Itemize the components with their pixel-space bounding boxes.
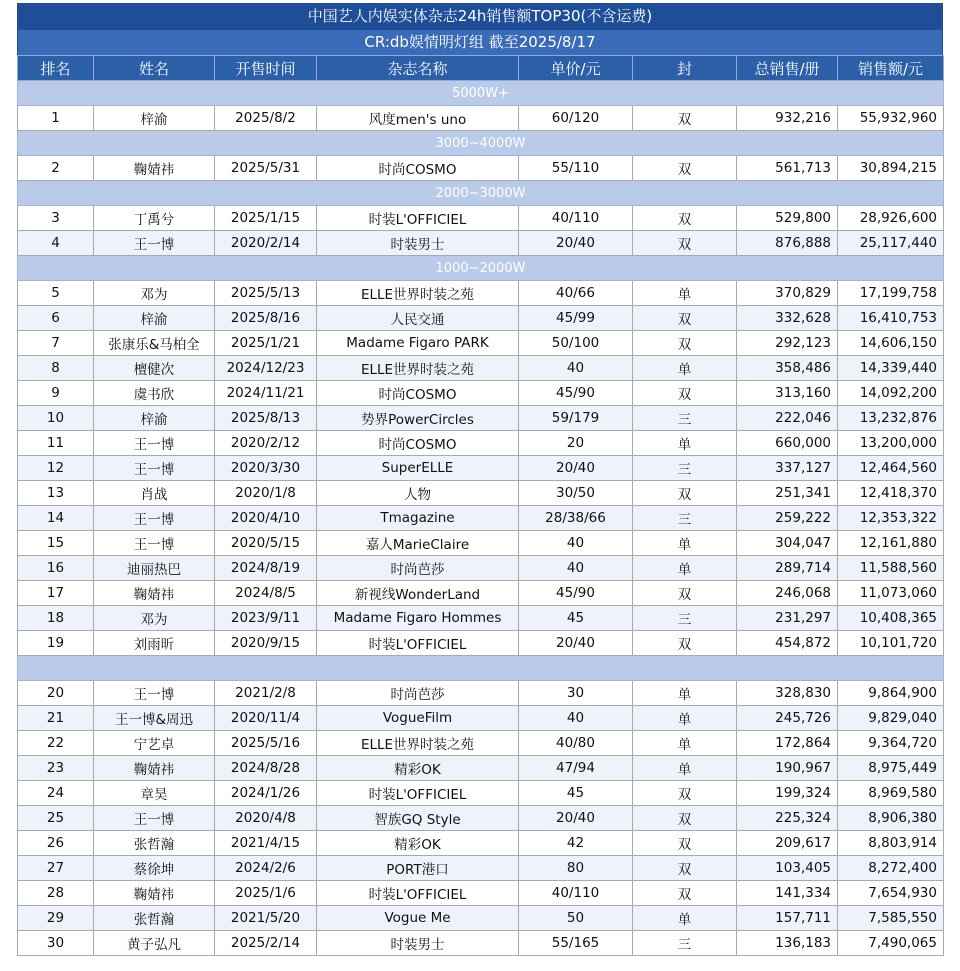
- sold-cell: 251,341: [737, 481, 838, 506]
- name-cell: 邓为: [94, 281, 215, 306]
- price-cell: 59/179: [519, 406, 633, 431]
- table-row: [18, 731, 944, 756]
- date-cell: 2025/5/16: [215, 731, 317, 756]
- name-cell: 宁艺卓: [94, 731, 215, 756]
- date-cell: 2020/4/10: [215, 506, 317, 531]
- cover-cell: 单: [633, 706, 737, 731]
- name-cell: 梓渝: [94, 106, 215, 131]
- revenue-cell: 17,199,758: [838, 281, 944, 306]
- cover-cell: 三: [633, 406, 737, 431]
- revenue-cell: 10,408,365: [838, 606, 944, 631]
- revenue-cell: 7,654,930: [838, 881, 944, 906]
- table-row: [18, 381, 944, 406]
- table-row: [18, 481, 944, 506]
- section-row: [18, 81, 944, 106]
- revenue-cell: 16,410,753: [838, 306, 944, 331]
- rank-cell: 10: [18, 406, 94, 431]
- sold-cell: 245,726: [737, 706, 838, 731]
- revenue-cell: 9,829,040: [838, 706, 944, 731]
- rank-cell: 25: [18, 806, 94, 831]
- table-row: [18, 906, 944, 931]
- column-header-cover: 封: [633, 56, 737, 81]
- table-row: [18, 431, 944, 456]
- revenue-cell: 9,364,720: [838, 731, 944, 756]
- sold-cell: 292,123: [737, 331, 838, 356]
- table-row: [18, 206, 944, 231]
- date-cell: 2020/9/15: [215, 631, 317, 656]
- magazine-cell: 嘉人MarieClaire: [317, 531, 519, 556]
- magazine-cell: SuperELLE: [317, 456, 519, 481]
- magazine-cell: 时装男士: [317, 231, 519, 256]
- rank-cell: 19: [18, 631, 94, 656]
- name-cell: 王一博&周迅: [94, 706, 215, 731]
- revenue-cell: 30,894,215: [838, 156, 944, 181]
- revenue-cell: 8,975,449: [838, 756, 944, 781]
- price-cell: 50/100: [519, 331, 633, 356]
- name-cell: 梓渝: [94, 406, 215, 431]
- magazine-cell: 时装男士: [317, 931, 519, 956]
- sold-cell: 370,829: [737, 281, 838, 306]
- price-cell: 45/90: [519, 581, 633, 606]
- table-row: [18, 581, 944, 606]
- sold-cell: 157,711: [737, 906, 838, 931]
- date-cell: 2020/5/15: [215, 531, 317, 556]
- name-cell: 王一博: [94, 681, 215, 706]
- price-cell: 40: [519, 531, 633, 556]
- name-cell: 张哲瀚: [94, 906, 215, 931]
- cover-cell: 单: [633, 281, 737, 306]
- cover-cell: 双: [633, 781, 737, 806]
- name-cell: 王一博: [94, 456, 215, 481]
- cover-cell: 双: [633, 881, 737, 906]
- date-cell: 2020/2/14: [215, 231, 317, 256]
- sold-cell: 358,486: [737, 356, 838, 381]
- cover-cell: 三: [633, 506, 737, 531]
- rank-cell: 3: [18, 206, 94, 231]
- revenue-cell: 10,101,720: [838, 631, 944, 656]
- rank-cell: 1: [18, 106, 94, 131]
- table-row: [18, 106, 944, 131]
- name-cell: 梓渝: [94, 306, 215, 331]
- sales-table-container: [17, 3, 943, 956]
- table-row: [18, 331, 944, 356]
- cover-cell: 双: [633, 806, 737, 831]
- price-cell: 40: [519, 356, 633, 381]
- price-cell: 40: [519, 706, 633, 731]
- magazine-cell: 精彩OK: [317, 756, 519, 781]
- rank-cell: 15: [18, 531, 94, 556]
- rank-cell: 26: [18, 831, 94, 856]
- cover-cell: 单: [633, 906, 737, 931]
- column-header-sold: 总销售/册: [737, 56, 838, 81]
- sold-cell: 190,967: [737, 756, 838, 781]
- price-cell: 47/94: [519, 756, 633, 781]
- magazine-cell: 时装L'OFFICIEL: [317, 206, 519, 231]
- price-cell: 40: [519, 556, 633, 581]
- rank-cell: 12: [18, 456, 94, 481]
- sold-cell: 337,127: [737, 456, 838, 481]
- rank-cell: 20: [18, 681, 94, 706]
- cover-cell: 双: [633, 206, 737, 231]
- date-cell: 2021/5/20: [215, 906, 317, 931]
- table-row: [18, 506, 944, 531]
- rank-cell: 7: [18, 331, 94, 356]
- table-row: [18, 706, 944, 731]
- magazine-cell: ELLE世界时装之苑: [317, 731, 519, 756]
- sold-cell: 289,714: [737, 556, 838, 581]
- magazine-cell: VogueFilm: [317, 706, 519, 731]
- revenue-cell: 7,585,550: [838, 906, 944, 931]
- magazine-cell: 人物: [317, 481, 519, 506]
- magazine-cell: 势界PowerCircles: [317, 406, 519, 431]
- price-cell: 20/40: [519, 631, 633, 656]
- magazine-cell: Tmagazine: [317, 506, 519, 531]
- column-header-magazine: 杂志名称: [317, 56, 519, 81]
- name-cell: 邓为: [94, 606, 215, 631]
- section-row: [18, 656, 944, 681]
- magazine-cell: ELLE世界时装之苑: [317, 356, 519, 381]
- sold-cell: 454,872: [737, 631, 838, 656]
- column-header-price: 单价/元: [519, 56, 633, 81]
- sold-cell: 209,617: [737, 831, 838, 856]
- date-cell: 2025/1/15: [215, 206, 317, 231]
- name-cell: 黄子弘凡: [94, 931, 215, 956]
- rank-cell: 24: [18, 781, 94, 806]
- date-cell: 2024/8/19: [215, 556, 317, 581]
- sold-cell: 199,324: [737, 781, 838, 806]
- cover-cell: 双: [633, 331, 737, 356]
- rank-cell: 5: [18, 281, 94, 306]
- name-cell: 张哲瀚: [94, 831, 215, 856]
- magazine-cell: Vogue Me: [317, 906, 519, 931]
- header-row: [18, 56, 944, 81]
- date-cell: 2025/5/13: [215, 281, 317, 306]
- sold-cell: 141,334: [737, 881, 838, 906]
- cover-cell: 单: [633, 556, 737, 581]
- cover-cell: 单: [633, 681, 737, 706]
- name-cell: 王一博: [94, 531, 215, 556]
- magazine-cell: 时尚COSMO: [317, 156, 519, 181]
- sold-cell: 246,068: [737, 581, 838, 606]
- magazine-cell: PORT港口: [317, 856, 519, 881]
- magazine-cell: 人民交通: [317, 306, 519, 331]
- sold-cell: 313,160: [737, 381, 838, 406]
- revenue-cell: 14,606,150: [838, 331, 944, 356]
- revenue-cell: 7,490,065: [838, 931, 944, 956]
- name-cell: 鞠婧祎: [94, 156, 215, 181]
- table-row: [18, 856, 944, 881]
- name-cell: 鞠婧祎: [94, 756, 215, 781]
- cover-cell: 单: [633, 431, 737, 456]
- price-cell: 60/120: [519, 106, 633, 131]
- table-row: [18, 281, 944, 306]
- sold-cell: 222,046: [737, 406, 838, 431]
- magazine-cell: 时装L'OFFICIEL: [317, 881, 519, 906]
- price-cell: 30: [519, 681, 633, 706]
- table-row: [18, 556, 944, 581]
- price-cell: 40/110: [519, 881, 633, 906]
- revenue-cell: 11,073,060: [838, 581, 944, 606]
- table-row: [18, 831, 944, 856]
- price-cell: 20/40: [519, 806, 633, 831]
- table-row: [18, 456, 944, 481]
- table-row: [18, 231, 944, 256]
- sold-cell: 561,713: [737, 156, 838, 181]
- magazine-cell: Madame Figaro Hommes: [317, 606, 519, 631]
- price-cell: 45: [519, 606, 633, 631]
- cover-cell: 双: [633, 231, 737, 256]
- rank-cell: 13: [18, 481, 94, 506]
- table-row: [18, 531, 944, 556]
- rank-cell: 16: [18, 556, 94, 581]
- table-row: [18, 931, 944, 956]
- rank-cell: 2: [18, 156, 94, 181]
- cover-cell: 单: [633, 356, 737, 381]
- section-label: 3000~4000W: [18, 131, 944, 156]
- revenue-cell: 14,339,440: [838, 356, 944, 381]
- date-cell: 2021/4/15: [215, 831, 317, 856]
- date-cell: 2020/2/12: [215, 431, 317, 456]
- revenue-cell: 13,232,876: [838, 406, 944, 431]
- date-cell: 2025/2/14: [215, 931, 317, 956]
- magazine-cell: 时尚芭莎: [317, 681, 519, 706]
- date-cell: 2024/8/5: [215, 581, 317, 606]
- name-cell: 王一博: [94, 506, 215, 531]
- name-cell: 章昊: [94, 781, 215, 806]
- magazine-cell: 时尚COSMO: [317, 431, 519, 456]
- section-label: 5000W+: [18, 81, 944, 106]
- revenue-cell: 28,926,600: [838, 206, 944, 231]
- name-cell: 鞠婧祎: [94, 581, 215, 606]
- table-row: [18, 306, 944, 331]
- table-row: [18, 756, 944, 781]
- column-header-date: 开售时间: [215, 56, 317, 81]
- revenue-cell: 14,092,200: [838, 381, 944, 406]
- rank-cell: 18: [18, 606, 94, 631]
- magazine-cell: 精彩OK: [317, 831, 519, 856]
- revenue-cell: 25,117,440: [838, 231, 944, 256]
- price-cell: 50: [519, 906, 633, 931]
- section-label: 1000~2000W: [18, 256, 944, 281]
- cover-cell: 双: [633, 581, 737, 606]
- date-cell: 2024/8/28: [215, 756, 317, 781]
- name-cell: 檀健次: [94, 356, 215, 381]
- rank-cell: 30: [18, 931, 94, 956]
- price-cell: 40/80: [519, 731, 633, 756]
- sales-table: [17, 55, 944, 956]
- revenue-cell: 8,272,400: [838, 856, 944, 881]
- sold-cell: 259,222: [737, 506, 838, 531]
- revenue-cell: 12,161,880: [838, 531, 944, 556]
- cover-cell: 单: [633, 731, 737, 756]
- rank-cell: 8: [18, 356, 94, 381]
- table-row: [18, 406, 944, 431]
- date-cell: 2020/1/8: [215, 481, 317, 506]
- sold-cell: 231,297: [737, 606, 838, 631]
- table-row: [18, 631, 944, 656]
- magazine-cell: 时尚COSMO: [317, 381, 519, 406]
- rank-cell: 21: [18, 706, 94, 731]
- rank-cell: 6: [18, 306, 94, 331]
- magazine-cell: 风度men's uno: [317, 106, 519, 131]
- date-cell: 2025/8/13: [215, 406, 317, 431]
- rank-cell: 27: [18, 856, 94, 881]
- date-cell: 2024/2/6: [215, 856, 317, 881]
- revenue-cell: 12,418,370: [838, 481, 944, 506]
- revenue-cell: 55,932,960: [838, 106, 944, 131]
- table-row: [18, 781, 944, 806]
- column-header-name: 姓名: [94, 56, 215, 81]
- revenue-cell: 8,969,580: [838, 781, 944, 806]
- price-cell: 45/90: [519, 381, 633, 406]
- name-cell: 刘雨昕: [94, 631, 215, 656]
- cover-cell: 双: [633, 856, 737, 881]
- table-row: [18, 356, 944, 381]
- rank-cell: 4: [18, 231, 94, 256]
- price-cell: 55/165: [519, 931, 633, 956]
- cover-cell: 单: [633, 756, 737, 781]
- rank-cell: 29: [18, 906, 94, 931]
- date-cell: 2024/1/26: [215, 781, 317, 806]
- date-cell: 2025/8/16: [215, 306, 317, 331]
- section-row: [18, 256, 944, 281]
- name-cell: 肖战: [94, 481, 215, 506]
- sold-cell: 172,864: [737, 731, 838, 756]
- price-cell: 55/110: [519, 156, 633, 181]
- price-cell: 40/66: [519, 281, 633, 306]
- date-cell: 2024/11/21: [215, 381, 317, 406]
- sold-cell: 136,183: [737, 931, 838, 956]
- price-cell: 42: [519, 831, 633, 856]
- name-cell: 王一博: [94, 431, 215, 456]
- table-row: [18, 681, 944, 706]
- sold-cell: 103,405: [737, 856, 838, 881]
- magazine-cell: 时装L'OFFICIEL: [317, 781, 519, 806]
- price-cell: 20: [519, 431, 633, 456]
- price-cell: 30/50: [519, 481, 633, 506]
- rank-cell: 9: [18, 381, 94, 406]
- cover-cell: 三: [633, 606, 737, 631]
- cover-cell: 双: [633, 831, 737, 856]
- date-cell: 2025/1/6: [215, 881, 317, 906]
- revenue-cell: 11,588,560: [838, 556, 944, 581]
- rank-cell: 17: [18, 581, 94, 606]
- page-subtitle: CR:db娱情明灯组 截至2025/8/17: [17, 30, 943, 55]
- name-cell: 虞书欣: [94, 381, 215, 406]
- cover-cell: 双: [633, 381, 737, 406]
- cover-cell: 三: [633, 931, 737, 956]
- section-label: 2000~3000W: [18, 181, 944, 206]
- revenue-cell: 12,464,560: [838, 456, 944, 481]
- cover-cell: 双: [633, 481, 737, 506]
- name-cell: 鞠婧祎: [94, 881, 215, 906]
- cover-cell: 双: [633, 306, 737, 331]
- price-cell: 20/40: [519, 231, 633, 256]
- table-row: [18, 156, 944, 181]
- sold-cell: 225,324: [737, 806, 838, 831]
- name-cell: 王一博: [94, 231, 215, 256]
- sold-cell: 304,047: [737, 531, 838, 556]
- sold-cell: 876,888: [737, 231, 838, 256]
- name-cell: 张康乐&马柏全: [94, 331, 215, 356]
- revenue-cell: 12,353,322: [838, 506, 944, 531]
- revenue-cell: 13,200,000: [838, 431, 944, 456]
- date-cell: 2025/5/31: [215, 156, 317, 181]
- revenue-cell: 8,906,380: [838, 806, 944, 831]
- rank-cell: 28: [18, 881, 94, 906]
- rank-cell: 14: [18, 506, 94, 531]
- cover-cell: 单: [633, 531, 737, 556]
- price-cell: 45/99: [519, 306, 633, 331]
- table-body: [18, 81, 944, 956]
- column-header-rank: 排名: [18, 56, 94, 81]
- table-row: [18, 806, 944, 831]
- magazine-cell: ELLE世界时装之苑: [317, 281, 519, 306]
- rank-cell: 22: [18, 731, 94, 756]
- price-cell: 28/38/66: [519, 506, 633, 531]
- table-row: [18, 606, 944, 631]
- revenue-cell: 8,803,914: [838, 831, 944, 856]
- sold-cell: 328,830: [737, 681, 838, 706]
- sold-cell: 332,628: [737, 306, 838, 331]
- price-cell: 20/40: [519, 456, 633, 481]
- date-cell: 2020/4/8: [215, 806, 317, 831]
- date-cell: 2024/12/23: [215, 356, 317, 381]
- magazine-cell: 时尚芭莎: [317, 556, 519, 581]
- cover-cell: 双: [633, 106, 737, 131]
- sold-cell: 529,800: [737, 206, 838, 231]
- cover-cell: 三: [633, 456, 737, 481]
- page-title: 中国艺人内娱实体杂志24h销售额TOP30(不含运费): [17, 3, 943, 30]
- date-cell: 2025/1/21: [215, 331, 317, 356]
- magazine-cell: 时装L'OFFICIEL: [317, 631, 519, 656]
- price-cell: 40/110: [519, 206, 633, 231]
- section-row: [18, 131, 944, 156]
- price-cell: 80: [519, 856, 633, 881]
- sold-cell: 660,000: [737, 431, 838, 456]
- sold-cell: 932,216: [737, 106, 838, 131]
- date-cell: 2020/3/30: [215, 456, 317, 481]
- date-cell: 2023/9/11: [215, 606, 317, 631]
- rank-cell: 11: [18, 431, 94, 456]
- name-cell: 丁禹兮: [94, 206, 215, 231]
- table-row: [18, 881, 944, 906]
- section-row: [18, 181, 944, 206]
- section-label: [18, 656, 944, 681]
- rank-cell: 23: [18, 756, 94, 781]
- name-cell: 迪丽热巴: [94, 556, 215, 581]
- cover-cell: 双: [633, 156, 737, 181]
- revenue-cell: 9,864,900: [838, 681, 944, 706]
- name-cell: 蔡徐坤: [94, 856, 215, 881]
- name-cell: 王一博: [94, 806, 215, 831]
- date-cell: 2021/2/8: [215, 681, 317, 706]
- column-header-revenue: 销售额/元: [838, 56, 944, 81]
- cover-cell: 双: [633, 631, 737, 656]
- magazine-cell: 新视线WonderLand: [317, 581, 519, 606]
- magazine-cell: 智族GQ Style: [317, 806, 519, 831]
- price-cell: 45: [519, 781, 633, 806]
- date-cell: 2025/8/2: [215, 106, 317, 131]
- date-cell: 2020/11/4: [215, 706, 317, 731]
- magazine-cell: Madame Figaro PARK: [317, 331, 519, 356]
